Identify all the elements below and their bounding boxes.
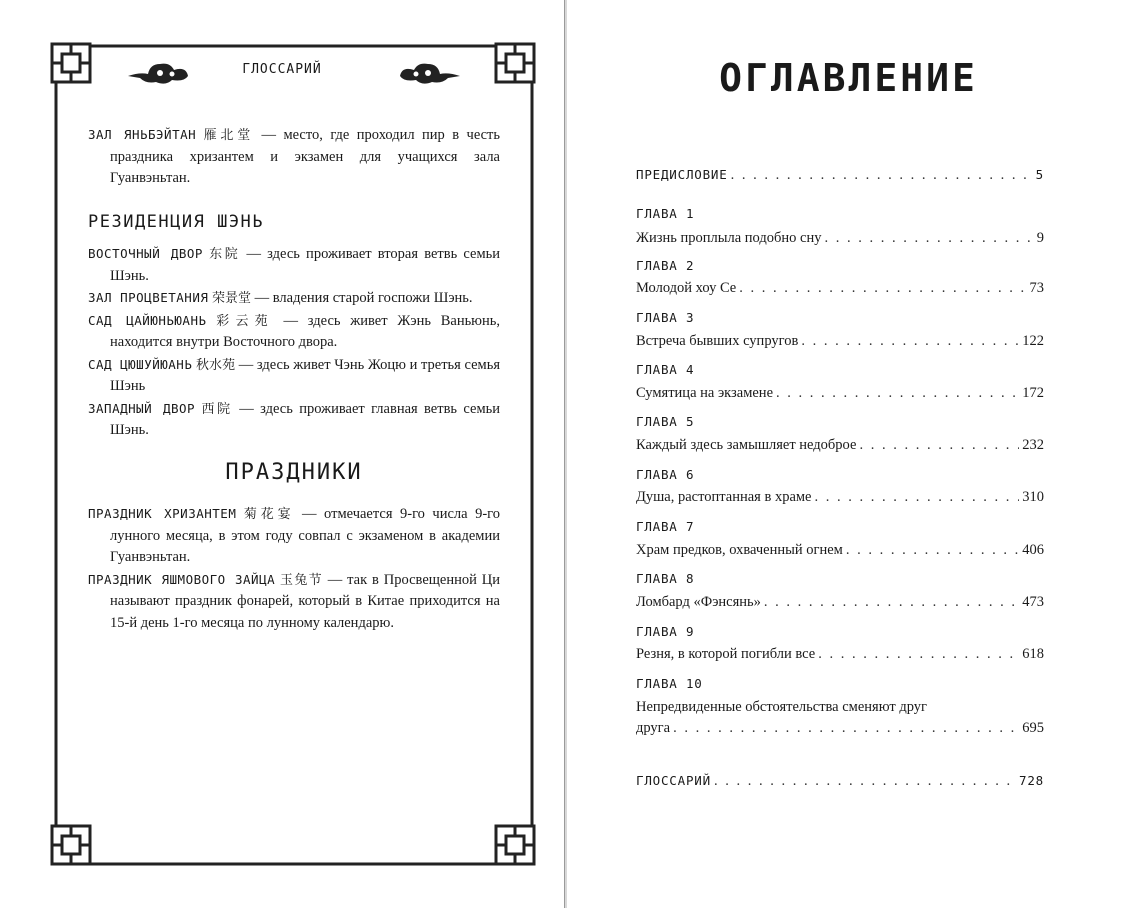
corner-knot-icon <box>52 44 90 82</box>
cloud-ornament-icon <box>128 64 188 84</box>
glossary-hanzi: 彩云苑 <box>216 313 274 329</box>
toc-entry[interactable] <box>636 540 1044 560</box>
glossary-desc: — место, где проходил пир в честь праздника хризантем и экзамен для учащихся зала Гуанвэньтан. <box>110 127 501 186</box>
toc-page-number: 406 <box>1022 542 1044 558</box>
glossary-desc: — здесь живет Жэнь Ваньюнь, находится внутри Восточного двора. <box>110 312 501 350</box>
glossary-entry <box>88 124 500 190</box>
toc-entry[interactable] <box>636 487 1044 507</box>
glossary-desc: — владения старой госпожи Шэнь. <box>254 290 473 306</box>
toc-label: Сумятица на экзамене <box>636 385 773 401</box>
toc-leader <box>801 331 1019 351</box>
toc-leader <box>673 718 1019 738</box>
glossary-entry <box>88 569 500 635</box>
toc-label: Молодой хоу Се <box>636 280 737 296</box>
toc-leader <box>739 278 1026 298</box>
glossary-term: ЗАЛ ЯНЬБЭЙТАН <box>88 127 197 142</box>
toc-chapter-label: ГЛАВА 9 <box>636 624 695 639</box>
toc-leader <box>731 165 1033 185</box>
toc-page-number: 473 <box>1022 594 1044 610</box>
toc-leader <box>859 435 1019 455</box>
toc-page-number: 695 <box>1022 720 1044 736</box>
running-header: ГЛОССАРИЙ <box>242 62 322 77</box>
glossary-entry <box>88 310 500 354</box>
toc-chapter-label: ГЛАВА 4 <box>636 362 695 377</box>
glossary-term: ЗАПАДНЫЙ ДВОР <box>88 400 196 416</box>
toc-entry[interactable] <box>636 278 1044 298</box>
toc-label: Каждый здесь замышляет недоброе <box>636 437 857 453</box>
glossary-term: ПРАЗДНИК ХРИЗАНТЕМ <box>88 506 237 521</box>
toc-entry[interactable] <box>636 435 1044 455</box>
toc-label: Ломбард «Фэнсянь» <box>636 594 761 610</box>
toc-page-number: 728 <box>1019 773 1044 788</box>
toc-label: Резня, в которой погибли все <box>636 646 816 662</box>
toc-entry[interactable] <box>636 228 1044 248</box>
toc-preface[interactable] <box>636 165 1044 185</box>
toc-chapter-label: ГЛАВА 3 <box>636 310 695 325</box>
glossary-content <box>88 124 500 634</box>
glossary-hanzi: 玉兔节 <box>280 572 323 588</box>
toc-chapter-label: ГЛАВА 8 <box>636 571 695 586</box>
toc-label: Жизнь проплыла подобно сну <box>636 230 822 246</box>
toc-title: ОГЛАВЛЕНИЕ <box>719 56 978 100</box>
glossary-entry <box>88 287 500 310</box>
glossary-desc: — отмечается 9-го числа 9-го лунного месяца, в этом году совпал с экзаменом в академии Гуанвэньтан. <box>110 506 501 565</box>
glossary-hanzi: 雁北堂 <box>203 128 255 143</box>
toc-page-number: 5 <box>1035 167 1044 182</box>
left-page <box>0 0 564 908</box>
toc-entry[interactable] <box>636 331 1044 351</box>
glossary-desc: — здесь живет Чэнь Жоцю и третья семья Шэнь <box>110 356 500 394</box>
glossary-hanzi: 菊花宴 <box>243 507 295 522</box>
toc-leader <box>824 228 1033 248</box>
toc-leader <box>714 771 1016 791</box>
toc-page-number: 232 <box>1022 437 1044 453</box>
glossary-desc: — здесь проживает вторая ветвь семьи Шэнь. <box>110 246 501 284</box>
glossary-term: САД ЦАЙЮНЬЮАНЬ <box>88 312 207 328</box>
toc-leader <box>776 383 1019 403</box>
toc-page-number: 122 <box>1022 333 1044 349</box>
toc-entry[interactable] <box>636 644 1044 664</box>
toc-page-number: 310 <box>1022 489 1044 505</box>
toc-label: друга <box>636 720 671 736</box>
toc-label: ГЛОССАРИЙ <box>636 773 711 788</box>
glossary-entry <box>88 398 500 442</box>
toc-label: Душа, растоптанная в храме <box>636 489 812 505</box>
cloud-ornament-icon <box>400 64 460 84</box>
glossary-desc: — здесь проживает главная ветвь семьи Шэнь. <box>110 400 500 438</box>
section-heading: РЕЗИДЕНЦИЯ ШЭНЬ <box>88 211 265 232</box>
glossary-desc: — так в Просвещенной Ци называют праздник фонарей, который в Китае приходится на 15-й день 1-го месяца по лунному календарю. <box>110 571 501 631</box>
toc-chapter-label: ГЛАВА 6 <box>636 467 695 482</box>
toc-entry[interactable] <box>636 383 1044 403</box>
glossary-entry <box>88 243 500 287</box>
glossary-term: ЗАЛ ПРОЦВЕТАНИЯ <box>88 290 209 305</box>
glossary-hanzi: 荣景堂 <box>212 291 252 306</box>
toc-chapter-label: ГЛАВА 7 <box>636 519 695 534</box>
toc-page-number: 618 <box>1022 646 1044 662</box>
toc-label: Храм предков, охваченный огнем <box>636 542 843 558</box>
glossary-hanzi: 秋水苑 <box>196 357 236 373</box>
corner-knot-icon <box>496 826 534 864</box>
corner-knot-icon <box>52 826 90 864</box>
glossary-hanzi: 西院 <box>201 401 233 417</box>
toc-label[interactable]: Непредвиденные обстоятельства сменяют друг <box>636 699 927 715</box>
toc-leader <box>818 644 1019 664</box>
section-heading: ПРАЗДНИКИ <box>225 459 363 485</box>
toc-chapter-label: ГЛАВА 1 <box>636 206 695 221</box>
glossary-term: ПРАЗДНИК ЯШМОВОГО ЗАЙЦА <box>88 571 276 587</box>
corner-knot-icon <box>496 44 534 82</box>
toc-page-number: 172 <box>1022 385 1044 401</box>
toc-leader <box>764 592 1019 612</box>
toc-page-number: 73 <box>1029 280 1044 296</box>
toc-entry[interactable] <box>636 718 1044 738</box>
glossary-term: ВОСТОЧНЫЙ ДВОР <box>88 246 203 261</box>
toc-chapter-label: ГЛАВА 2 <box>636 258 695 273</box>
toc-page-number: 9 <box>1036 230 1044 246</box>
toc-entry[interactable] <box>636 592 1044 612</box>
glossary-term: САД ЦЮШУЙЮАНЬ <box>88 356 193 372</box>
toc-glossary[interactable] <box>636 771 1044 791</box>
glossary-entry <box>88 503 500 569</box>
toc-label: ПРЕДИСЛОВИЕ <box>636 167 728 182</box>
toc-chapter-label: ГЛАВА 10 <box>636 676 703 691</box>
toc-leader <box>815 487 1020 507</box>
toc-leader <box>846 540 1019 560</box>
glossary-entry <box>88 354 500 398</box>
toc-chapter-label: ГЛАВА 5 <box>636 414 695 429</box>
toc-label: Встреча бывших супругов <box>636 333 799 349</box>
glossary-hanzi: 东院 <box>209 247 241 262</box>
